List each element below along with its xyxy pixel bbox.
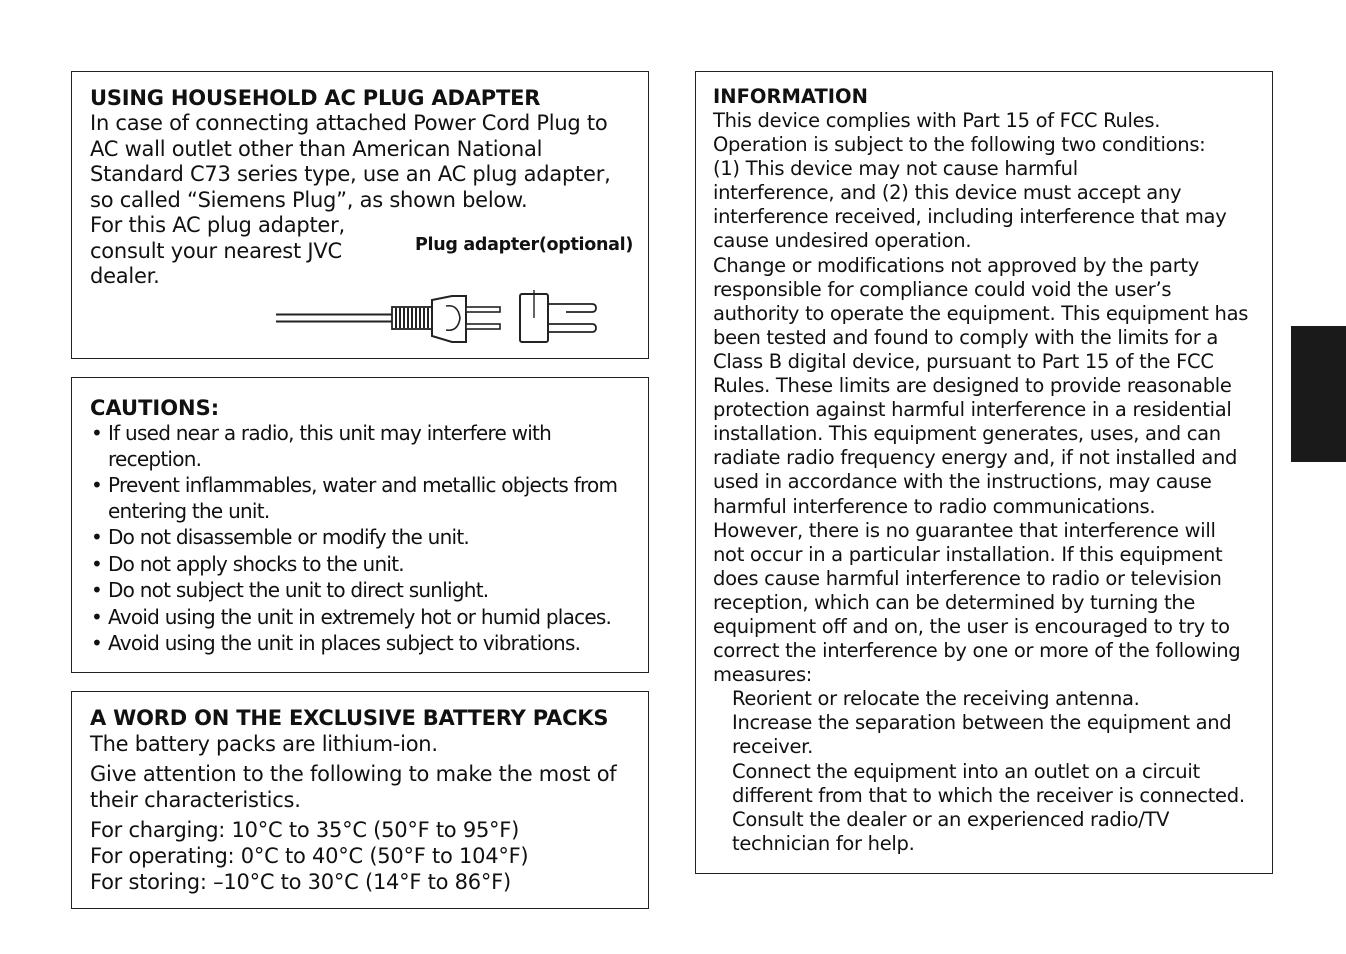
info-line: not occur in a particular installation. If this equipment bbox=[713, 542, 1223, 566]
info-line: Operation is subject to the following two conditions: bbox=[713, 133, 1206, 157]
battery-intro: The battery packs are lithium-ion. bbox=[90, 732, 438, 756]
info-line: (1) This device may not cause harmful bbox=[713, 157, 1078, 181]
plug-line: Standard C73 series type, use an AC plug adapter, bbox=[90, 162, 611, 186]
info-line: authority to operate the equipment. This equipment has bbox=[713, 301, 1249, 325]
caution-item: • Prevent inflammables, water and metallic objects from entering the unit. bbox=[90, 473, 638, 524]
info-line: does cause harmful interference to radio or television bbox=[713, 566, 1222, 590]
battery-packs-section bbox=[71, 691, 649, 909]
info-line: installation. This equipment generates, uses, and can bbox=[713, 422, 1221, 446]
plug-line: In case of connecting attached Power Cord Plug to bbox=[90, 111, 608, 135]
plug-adapter-illustration bbox=[276, 290, 616, 350]
info-line: interference, and (2) this device must accept any bbox=[713, 181, 1182, 205]
plug-adapter-caption: Plug adapter(optional) bbox=[415, 235, 634, 255]
cautions-title: CAUTIONS: bbox=[90, 396, 220, 420]
plug-adapter-section bbox=[71, 71, 649, 359]
plug-line: so called “Siemens Plug”, as shown below. bbox=[90, 187, 528, 212]
battery-operating-range: For operating: 0°C to 40°C (50°F to 104°F) bbox=[90, 844, 529, 868]
info-line: protection against harmful interference in a residential bbox=[713, 398, 1232, 422]
cautions-section bbox=[71, 377, 649, 673]
info-line: harmful interference to radio communications. bbox=[713, 494, 1156, 518]
info-line: However, there is no guarantee that interference will bbox=[713, 518, 1216, 542]
info-line: This device complies with Part 15 of FCC Rules. bbox=[713, 109, 1161, 132]
plug-line: AC wall outlet other than American National bbox=[90, 136, 543, 161]
info-line: correct the interference by one or more of the following bbox=[713, 639, 1241, 663]
plug-consult-line: For this AC plug adapter, bbox=[90, 213, 345, 237]
plug-consult-line: consult your nearest JVC bbox=[90, 238, 342, 263]
measure-line: receiver. bbox=[732, 735, 813, 759]
info-line: reception, which can be determined by turning the bbox=[713, 590, 1196, 614]
info-line: equipment off and on, the user is encouraged to try to bbox=[713, 614, 1230, 638]
info-line: been tested and found to comply with the limits for a bbox=[713, 325, 1218, 349]
plug-consult-text bbox=[90, 213, 370, 290]
info-line: responsible for compliance could void the user’s bbox=[713, 277, 1172, 301]
information-title: INFORMATION bbox=[713, 85, 868, 108]
info-line: cause undesired operation. bbox=[713, 229, 972, 253]
fcc-information-section bbox=[695, 71, 1273, 874]
info-line: Class B digital device, pursuant to Part 15 of the FCC bbox=[713, 349, 1214, 373]
info-line: used in accordance with the instructions, may cause bbox=[713, 470, 1212, 494]
battery-title: A WORD ON THE EXCLUSIVE BATTERY PACKS bbox=[90, 706, 609, 730]
measure-line: technician for help. bbox=[732, 831, 915, 855]
info-line: interference received, including interference that may bbox=[713, 205, 1227, 229]
caution-item: • Avoid using the unit in places subject to vibrations. bbox=[90, 631, 638, 657]
measure-line: Reorient or relocate the receiving antenna. bbox=[732, 687, 1140, 711]
measure-line: Increase the separation between the equipment and bbox=[732, 711, 1232, 735]
measure-line: Connect the equipment into an outlet on a circuit bbox=[732, 759, 1200, 783]
caution-item: • Avoid using the unit in extremely hot or humid places. bbox=[90, 605, 638, 631]
plug-adapter-title: USING HOUSEHOLD AC PLUG ADAPTER bbox=[90, 86, 541, 110]
cautions-list bbox=[90, 421, 638, 657]
battery-storing-range: For storing: –10°C to 30°C (14°F to 86°F) bbox=[90, 870, 511, 894]
battery-charging-range: For charging: 10°C to 35°C (50°F to 95°F) bbox=[90, 818, 520, 842]
measure-line: Consult the dealer or an experienced radio/TV bbox=[732, 807, 1170, 831]
caution-item: • If used near a radio, this unit may interfere with reception. bbox=[90, 421, 638, 472]
info-line: Change or modifications not approved by the party bbox=[713, 253, 1200, 277]
info-line: measures: bbox=[713, 663, 813, 687]
info-line: radiate radio frequency energy and, if not installed and bbox=[713, 446, 1238, 470]
caution-item: • Do not apply shocks to the unit. bbox=[90, 552, 638, 578]
caution-item: • Do not disassemble or modify the unit. bbox=[90, 525, 638, 551]
battery-attention: Give attention to the following to make the most of their characteristics. bbox=[90, 762, 617, 812]
info-line: Rules. These limits are designed to provide reasonable bbox=[713, 374, 1232, 398]
section-side-tab bbox=[1291, 326, 1346, 462]
plug-consult-line: dealer. bbox=[90, 264, 160, 288]
measure-line: different from that to which the receiver is connected. bbox=[732, 783, 1245, 807]
caution-item: • Do not subject the unit to direct sunlight. bbox=[90, 578, 638, 604]
